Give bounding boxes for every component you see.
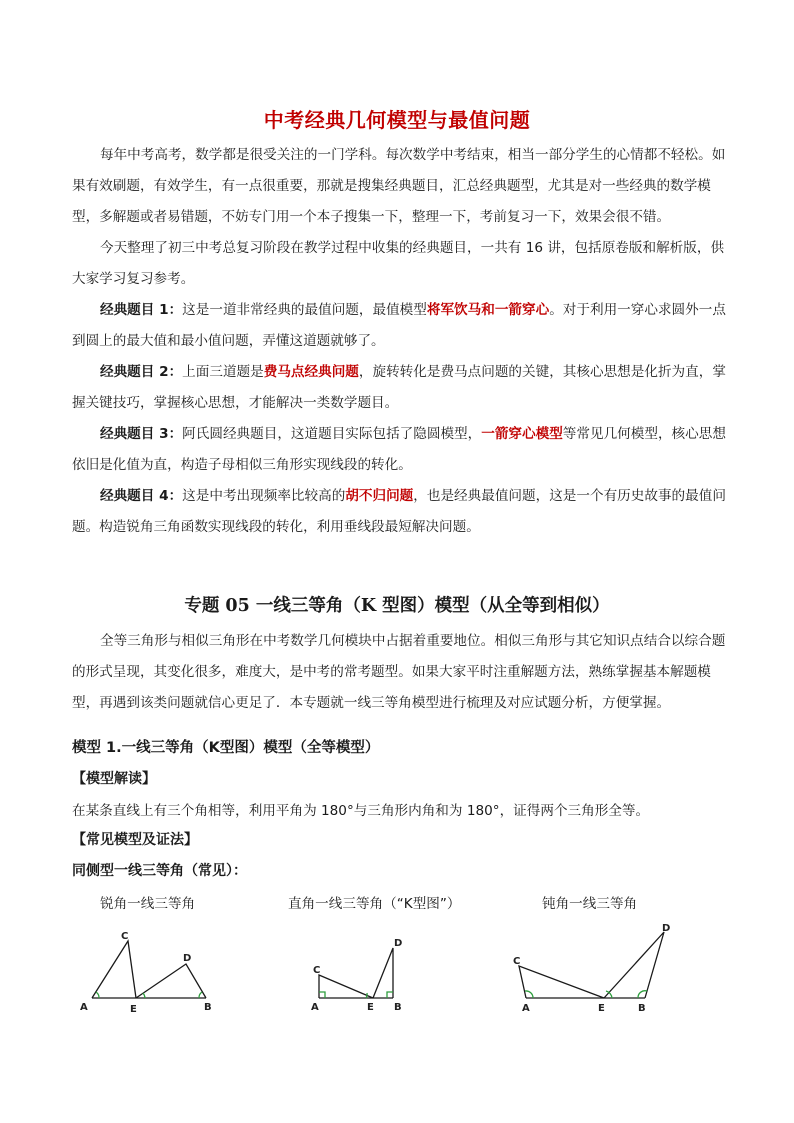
intro-paragraph-2: 今天整理了初三中考总复习阶段在教学过程中收集的经典题目，一共有 16 讲，包括原卷版和解析版，供大家学习复习参考。 <box>72 240 725 287</box>
point-label-e: E <box>367 1002 374 1013</box>
point-label-a: A <box>522 1003 530 1014</box>
figure-label-right: 直角一线三等角（“K型图”） <box>288 896 461 912</box>
classic-item-3 <box>72 419 734 481</box>
point-label-a: A <box>311 1002 319 1013</box>
classic-item-highlight: 将军饮马和一箭穿心 <box>426 302 550 318</box>
classic-item-highlight: 一箭穿心模型 <box>481 426 563 442</box>
point-label-e: E <box>130 1004 137 1015</box>
point-label-b: B <box>638 1003 646 1014</box>
page-title: 中考经典几何模型与最值问题 <box>263 108 531 132</box>
classic-item-lead: 经典题目 3： <box>100 426 183 442</box>
intro-section <box>72 140 734 543</box>
common-models-heading: 【常见模型及证法】 <box>72 832 198 848</box>
classic-item-text: ，也是经典最值问题，这是一个有历史故事的最值问题。构造锐角三角函数实现线段的转化，利用垂线段最短解决问题。 <box>72 488 726 535</box>
classic-item-lead: 经典题目 2： <box>100 364 183 380</box>
point-label-c: C <box>313 965 321 976</box>
classic-item-highlight: 费马点经典问题 <box>263 364 359 380</box>
angle-mark <box>96 992 99 998</box>
point-label-b: B <box>394 1002 402 1013</box>
classic-item-text: 这是中考出现频率比较高的 <box>182 488 346 504</box>
right-angle-mark <box>319 992 325 998</box>
point-label-d: D <box>394 938 403 949</box>
angle-mark <box>199 992 202 998</box>
point-label-d: D <box>183 953 192 964</box>
classic-item-text: 等常见几何模型，核心思想依旧是化值为直，构造子母相似三角形实现线段的转化。 <box>72 426 726 473</box>
point-label-c: C <box>121 931 129 942</box>
classic-item-text: 上面三道题是 <box>182 364 264 380</box>
k-model-figures <box>0 920 794 1020</box>
triangle-ace <box>319 975 373 998</box>
figure-obtuse <box>519 932 664 998</box>
angle-mark <box>143 993 145 998</box>
classic-item-text: 阿氏圆经典题目，这道题目实际包括了隐圆模型， <box>182 426 482 442</box>
classic-item-text: ，旋转转化是费马点问题的关键，其核心思想是化折为直，掌握关键技巧，掌握核心思想，才能解决一类数学题目。 <box>72 364 726 411</box>
triangle-ace <box>92 941 136 998</box>
point-label-b: B <box>204 1002 212 1013</box>
classic-item-4 <box>72 481 734 543</box>
figure-right <box>319 948 393 998</box>
triangle-edb <box>136 964 206 998</box>
figure-acute <box>92 941 206 998</box>
figure-label-acute: 锐角一线三等角 <box>100 896 196 912</box>
section-title: 专题 05 一线三等角（K 型图）模型（从全等到相似） <box>184 596 610 616</box>
classic-item-lead: 经典题目 4： <box>100 488 183 504</box>
point-label-a: A <box>80 1002 88 1013</box>
classic-item-text: 这是一道非常经典的最值问题，最值模型 <box>182 302 427 318</box>
point-label-d: D <box>662 923 671 934</box>
model-title: 模型 1.一线三等角（K型图）模型（全等模型） <box>72 740 380 756</box>
section-intro <box>72 626 734 719</box>
right-angle-mark <box>387 992 393 998</box>
figure-label-obtuse: 钝角一线三等角 <box>542 896 638 912</box>
classic-item-text: 。对于利用一穿心求圆外一点到圆上的最大值和最小值问题，弄懂这道题就够了。 <box>72 302 726 349</box>
same-side-heading: 同侧型一线三等角（常见）： <box>72 863 247 879</box>
classic-item-1 <box>72 295 734 357</box>
section-intro-text: 全等三角形与相似三角形在中考数学几何模块中占据着重要地位。相似三角形与其它知识点结合以综合题的形式呈现，其变化很多，难度大，是中考的常考题型。如果大家平时注重解题方法，熟练掌握基本解题模型，再遇到该类问题就信心更足了．本专题就一线三等角模型进行梳理及对应试题分析，方便掌握。 <box>72 633 726 711</box>
point-label-e: E <box>598 1003 605 1014</box>
interpretation-heading: 【模型解读】 <box>72 771 156 787</box>
triangle-edb <box>604 932 664 998</box>
intro-paragraph-1: 每年中考高考，数学都是很受关注的一门学科。每次数学中考结束，相当一部分学生的心情都不轻松。如果有效刷题，有效学生，有一点很重要，那就是搜集经典题目，汇总经典题型，尤其是对一些经典的数学模型，多解题或者易错题，不妨专门用一个本子搜集一下，整理一下，考前复习一下，效果会很不错。 <box>72 147 726 225</box>
classic-item-lead: 经典题目 1： <box>100 302 183 318</box>
triangle-edb <box>373 948 393 998</box>
interpretation-text: 在某条直线上有三个角相等，利用平角为 180°与三角形内角和为 180°，证得两个三角形全等。 <box>72 803 650 819</box>
classic-item-2 <box>72 357 734 419</box>
point-label-c: C <box>513 956 521 967</box>
classic-item-highlight: 胡不归问题 <box>345 488 414 504</box>
